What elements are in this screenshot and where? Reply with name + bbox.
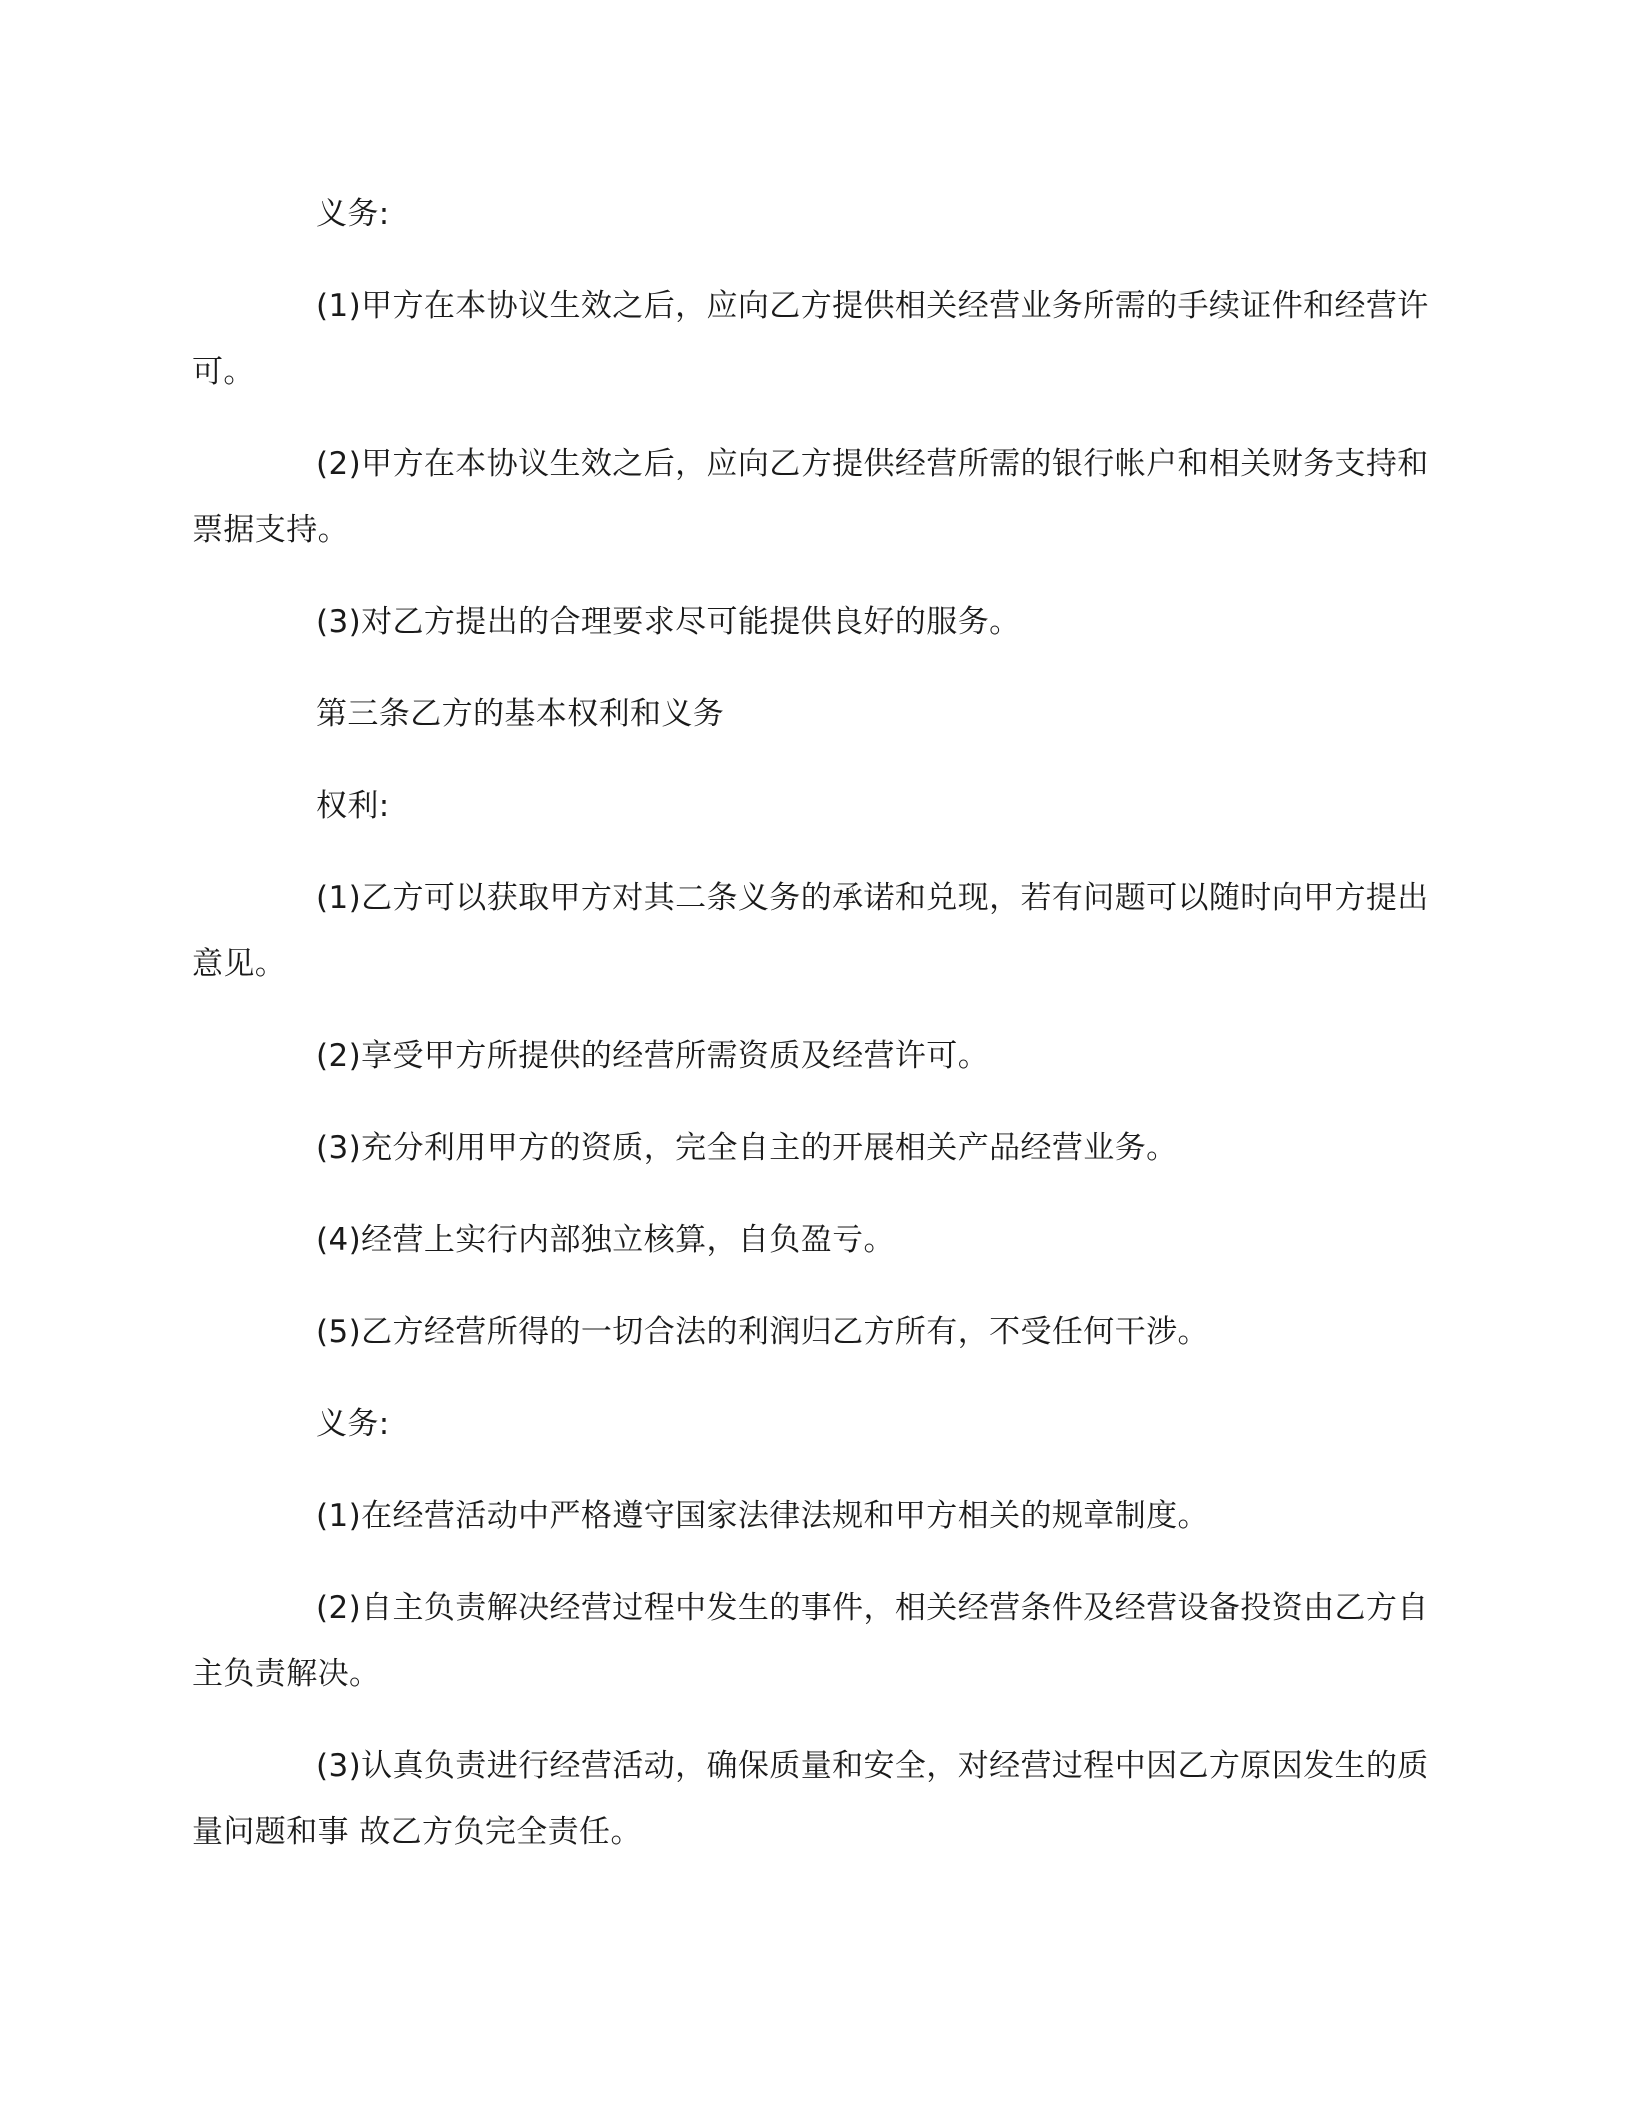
paragraph-b-right-2: (2)享受甲方所提供的经营所需资质及经营许可。	[316, 1038, 990, 1074]
paragraph-a-obligation-3: (3)对乙方提出的合理要求尽可能提供良好的服务。	[316, 604, 1021, 640]
paragraph-b-obligation-2: (2)自主负责解决经营过程中发生的事件，相关经营条件及经营设备投资由乙方自主负责解决。	[192, 1590, 1429, 1692]
paragraph-a-obligation-1: (1)甲方在本协议生效之后，应向乙方提供相关经营业务所需的手续证件和经营许可。	[192, 288, 1429, 390]
paragraph-b-right-1: (1)乙方可以获取甲方对其二条义务的承诺和兑现，若有问题可以随时向甲方提出意见。	[192, 880, 1429, 982]
paragraph-b-right-4: (4)经营上实行内部独立核算，自负盈亏。	[316, 1222, 895, 1258]
section-heading-rights: 权利:	[316, 788, 390, 824]
paragraph-b-obligation-1: (1)在经营活动中严格遵守国家法律法规和甲方相关的规章制度。	[316, 1498, 1209, 1534]
paragraph-a-obligation-2: (2)甲方在本协议生效之后，应向乙方提供经营所需的银行帐户和相关财务支持和票据支持。	[192, 446, 1429, 548]
paragraph-b-obligation-3: (3)认真负责进行经营活动，确保质量和安全，对经营过程中因乙方原因发生的质量问题和事 故乙方负完全责任。	[192, 1748, 1429, 1850]
paragraph-b-right-5: (5)乙方经营所得的一切合法的利润归乙方所有，不受任何干涉。	[316, 1314, 1209, 1350]
section-heading-obligations-b: 义务:	[316, 1406, 390, 1442]
section-heading-obligations-a: 义务:	[316, 196, 390, 232]
article-three-heading: 第三条乙方的基本权利和义务	[316, 696, 725, 732]
paragraph-b-right-3: (3)充分利用甲方的资质，完全自主的开展相关产品经营业务。	[316, 1130, 1178, 1166]
